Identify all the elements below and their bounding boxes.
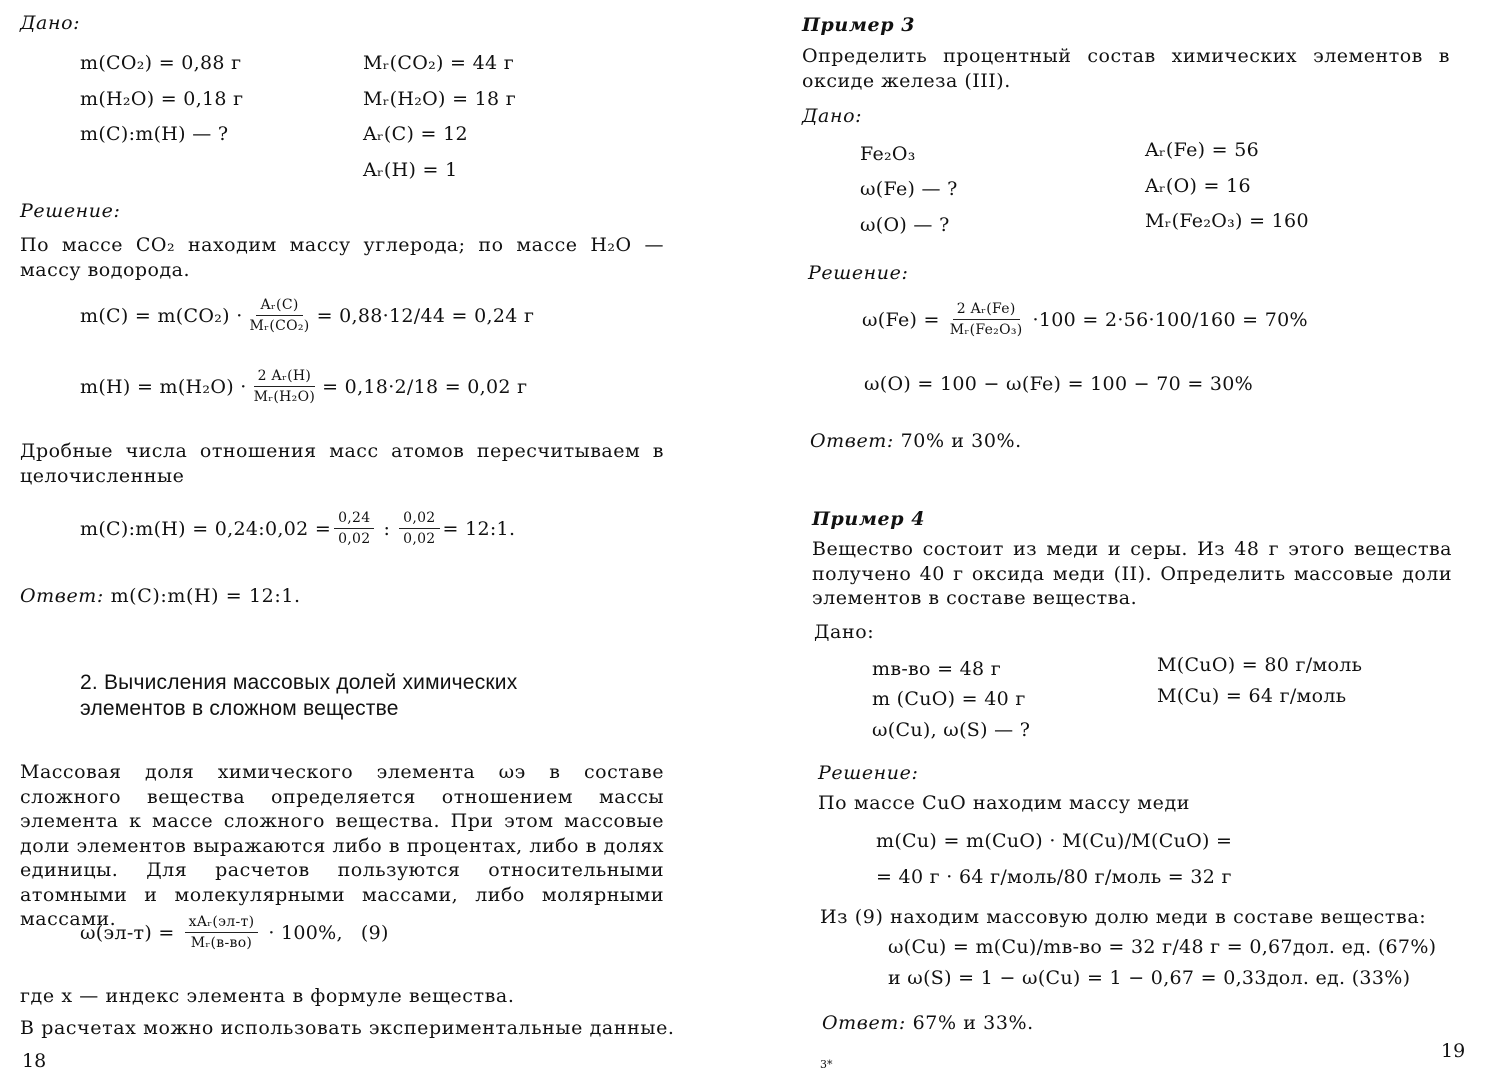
fraction-numerator: 0,24 [334,510,374,529]
answer-value: m(C):m(H) = 12:1. [110,585,301,607]
answer-value: 70% и 30%. [900,430,1022,452]
formula-lhs: m(C):m(H) = 0,24:0,02 = [80,517,332,540]
formula-omega-fe [862,301,1308,338]
experimental-text: В расчетах можно использовать экспериментальные данные. [20,1017,675,1039]
formula-rhs: = 0,88·12/44 = 0,24 г [316,304,535,327]
fraction [399,510,439,547]
example-4-answer [822,1012,1034,1034]
example-3-solution-label: Решение: [808,262,909,284]
unknown-ratio: m(C):m(H) — ? [80,123,229,145]
fraction [946,301,1027,338]
equation-number: (9) [360,921,389,944]
fraction-denominator: Mᵣ(CO₂) [249,318,310,334]
solution-text: По массе CO₂ находим массу углерода; по массе H₂O — массу водорода. [20,234,664,281]
fraction [185,914,259,951]
given-ar-fe: Aᵣ(Fe) = 56 [1145,139,1260,161]
ratio-text: Дробные числа отношения масс атомов пересчитываем в целочисленные [20,440,664,487]
formula-lhs: ω(Fe) = [862,308,940,331]
page-number-left: 18 [22,1050,47,1072]
answer-value: 67% и 33%. [912,1012,1034,1034]
example-4-line-1: По массе CuO находим массу меди [818,792,1191,814]
given-mass-co2: m(CO₂) = 0,88 г [80,52,242,74]
formula-mass-cu-calc: = 40 г · 64 г/моль/80 г/моль = 32 г [876,866,1232,888]
formula-lhs: ω(эл-т) = [80,921,175,944]
example-3-title: Пример 3 [802,14,916,36]
mass-fraction-text: Массовая доля химического элемента ωэ в составе сложного вещества определяется отношением массы элемента к массе сложного вещества. При этом массовые доли элементов выражаются либо в процентах, либо в долях единицы. Для расчетов пользуются относительными атомными и молекулярными массами, либо молярными массами. [20,761,664,930]
answer-label: Ответ: [20,585,104,607]
formula-mass-hydrogen [80,368,527,405]
section-heading-line-2: элементов в сложном веществе [80,697,399,720]
given-mr-h2o: Mᵣ(H₂O) = 18 г [363,88,517,110]
example-4-given-label: Дано: [814,621,875,643]
given-formula: Fe₂O₃ [860,143,916,165]
fraction-denominator: Mᵣ(в-во) [190,935,253,951]
given-ar-o: Aᵣ(O) = 16 [1145,175,1251,197]
given-mass-substance: mв-во = 48 г [872,658,1002,680]
page-number-right: 19 [1441,1040,1466,1062]
unknown-fe: ω(Fe) — ? [860,178,958,200]
section-heading-line-1: 2. Вычисления массовых долей химических [80,671,518,694]
fraction-numerator: 2 Aᵣ(Fe) [953,301,1020,320]
fraction-numerator: 0,02 [399,510,439,529]
example-4-solution-label: Решение: [818,762,919,784]
answer-label: Ответ: [822,1012,906,1034]
formula-ratio [80,510,515,547]
given-label: Дано: [20,12,81,34]
unknown-o: ω(O) — ? [860,214,950,236]
fraction-numerator: 2 Aᵣ(H) [254,368,316,387]
example-3-task: Определить процентный состав химических элементов в оксиде железа (III). [802,45,1450,92]
example-4-task: Вещество состоит из меди и серы. Из 48 г этого вещества получено 40 г оксида меди (II). Определить массовые доли элементов в составе вещества. [812,538,1452,609]
where-text: где x — индекс элемента в формуле вещества. [20,985,515,1007]
answer [20,585,301,607]
unknown-fractions: ω(Cu), ω(S) — ? [872,719,1031,741]
formula-lhs: m(H) = m(H₂O) · [80,375,247,398]
fraction-numerator: xAᵣ(эл-т) [185,914,259,933]
solution-label: Решение: [20,200,121,222]
ratio-separator: : [383,517,391,540]
formula-omega-o: ω(O) = 100 − ω(Fe) = 100 − 70 = 30% [864,373,1254,395]
signature-mark: 3* [820,1058,833,1071]
given-molar-cuo: M(CuO) = 80 г/моль [1157,654,1363,676]
given-mr-co2: Mᵣ(CO₂) = 44 г [363,52,514,74]
answer-label: Ответ: [810,430,894,452]
formula-mass-cu: m(Cu) = m(CuO) · M(Cu)/M(CuO) = [876,830,1233,852]
given-mass-cuo: m (CuO) = 40 г [872,688,1026,710]
formula-omega-cu: ω(Cu) = m(Cu)/mв-во = 32 г/48 г = 0,67дол. ед. (67%) [888,936,1437,958]
example-3-answer [810,430,1022,452]
formula-9 [80,914,389,951]
given-ar-h: Aᵣ(H) = 1 [363,159,458,181]
fraction [250,368,320,405]
formula-mass-carbon [80,297,534,334]
fraction-denominator: Mᵣ(Fe₂O₃) [949,322,1023,338]
given-molar-cu: M(Cu) = 64 г/моль [1157,685,1347,707]
fraction [334,510,374,547]
example-4-title: Пример 4 [812,508,926,530]
fraction-denominator: 0,02 [338,531,371,547]
given-ar-c: Aᵣ(C) = 12 [363,123,468,145]
fraction [246,297,314,334]
formula-rhs: · 100%, [268,921,343,944]
formula-rhs: = 0,18·2/18 = 0,02 г [322,375,528,398]
example-3-given-label: Дано: [802,105,863,127]
formula-rhs: = 12:1. [442,517,516,540]
given-mr-fe2o3: Mᵣ(Fe₂O₃) = 160 [1145,210,1309,232]
example-4-line-2: Из (9) находим массовую долю меди в составе вещества: [820,906,1427,928]
formula-omega-s: и ω(S) = 1 − ω(Cu) = 1 − 0,67 = 0,33дол. ед. (33%) [888,967,1411,989]
fraction-denominator: 0,02 [403,531,436,547]
given-mass-h2o: m(H₂O) = 0,18 г [80,88,244,110]
fraction-denominator: Mᵣ(H₂O) [253,389,316,405]
formula-lhs: m(C) = m(CO₂) · [80,304,243,327]
formula-rhs: ·100 = 2·56·100/160 = 70% [1032,308,1308,331]
fraction-numerator: Aᵣ(C) [256,297,302,316]
